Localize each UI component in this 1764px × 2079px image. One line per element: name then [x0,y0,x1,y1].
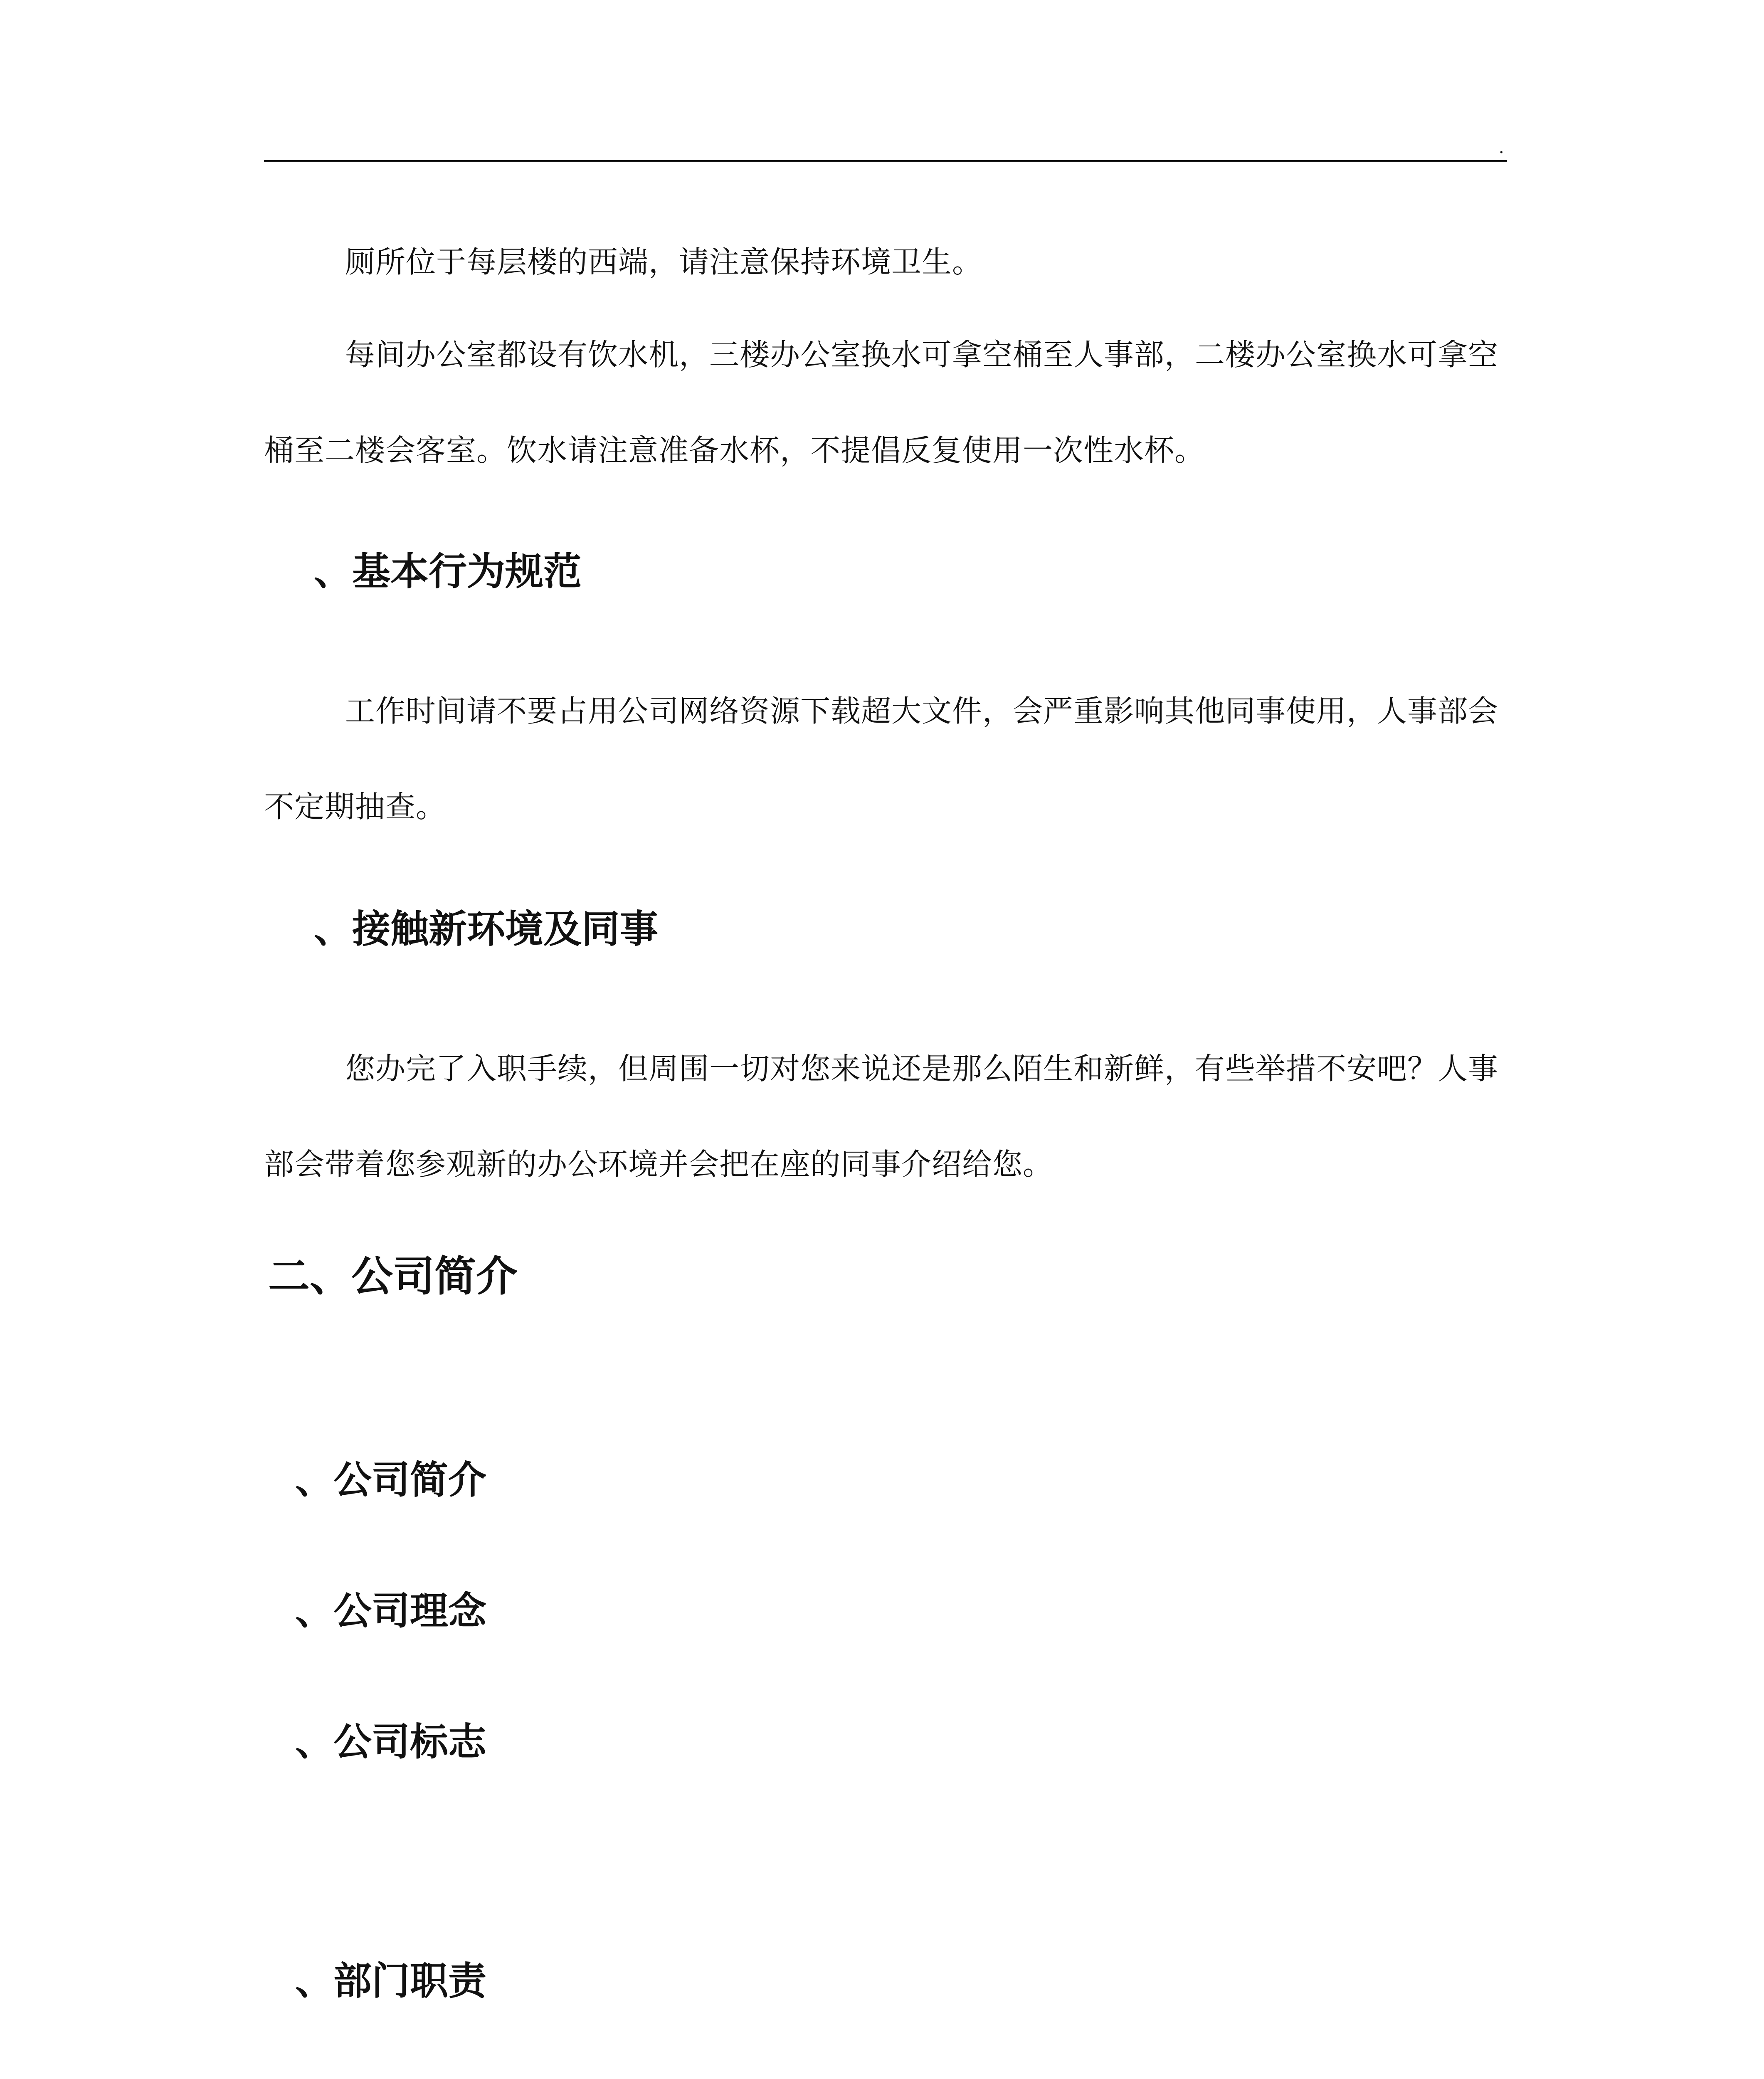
header-mark: . [1499,138,1504,157]
heading-department-duties: 、部门职责 [295,1959,487,2003]
header-rule [264,160,1507,162]
paragraph-new-env [264,1021,1509,1212]
heading-company-logo: 、公司标志 [295,1720,487,1764]
paragraph-water [264,307,1509,498]
paragraph-water-text: 每间办公室都设有饮水机，三楼办公室换水可拿空桶至人事部，二楼办公室换水可拿空桶至二楼会客室。饮水请注意准备水杯，不提倡反复使用一次性水杯。 [264,337,1499,468]
heading-section-two: 二、公司简介 [268,1252,518,1301]
heading-new-env: 、接触新环境及同事 [314,907,659,951]
heading-behavior: 、基本行为规范 [314,549,582,594]
heading-company-intro: 、公司简介 [295,1458,487,1502]
paragraph-toilet-text: 厕所位于每层楼的西端，请注意保持环境卫生。 [345,244,983,279]
paragraph-toilet [264,214,1509,310]
paragraph-network [264,663,1509,854]
heading-company-philosophy: 、公司理念 [295,1589,487,1633]
paragraph-new-env-text: 您办完了入职手续，但周围一切对您来说还是那么陌生和新鲜，有些举措不安吧？人事部会带着您参观新的办公环境并会把在座的同事介绍给您。 [264,1051,1499,1182]
paragraph-network-text: 工作时间请不要占用公司网络资源下载超大文件，会严重影响其他同事使用，人事部会不定期抽查。 [264,694,1499,824]
